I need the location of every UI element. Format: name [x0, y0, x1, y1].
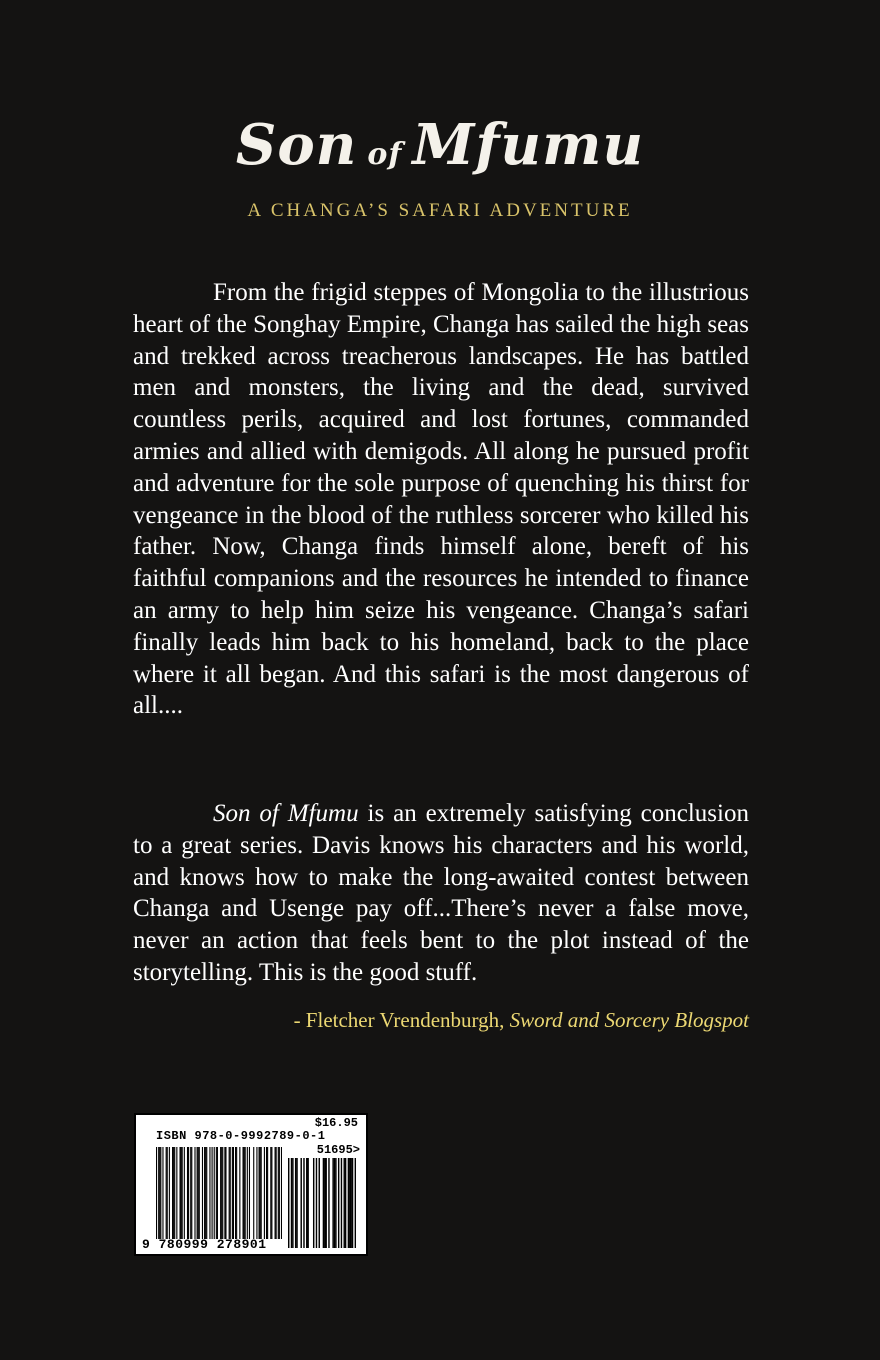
barcode-bar — [199, 1147, 200, 1239]
barcode-bar — [160, 1147, 161, 1239]
barcode-bar — [182, 1147, 183, 1239]
barcode-bar — [247, 1147, 248, 1239]
barcode-bar — [323, 1158, 324, 1248]
barcode-bar — [191, 1147, 192, 1239]
barcode-bar — [244, 1147, 245, 1239]
synopsis-paragraph: From the frigid steppes of Mongolia to the illustrious heart of the Songhay Empire, Changa has sailed the high seas and trekked across treacherous landscapes. He has battled men and monsters, the living and the dead, survived countless perils, acquired and lost fortunes, commanded armies and allied with demigods. All along he pursued profit and adventure for the sole purpose of quenching his thirst for vengeance in the blood of the ruthless sorcerer who killed his father. Now, Changa finds himself alone, bereft of his faithful companions and the resources he intended to finance an army to help him seize his vengeance. Changa’s safari finally leads him back to his homeland, back to the place where it all began. And this safari is the most dangerous of all.... — [133, 279, 749, 720]
barcode-bar — [307, 1158, 308, 1248]
barcode-bar — [181, 1147, 182, 1239]
title-word-of: of — [367, 137, 403, 172]
barcode-bar — [319, 1158, 320, 1248]
barcode-bar — [187, 1147, 188, 1239]
review-text: is an extremely satisfying conclusion to a great series. Davis knows his characters and his world, and knows how to make the long-awaited contest between Changa and Usenge pay off...There’s never a false move, never an action that feels bent to the plot instead of the storytelling. This is the good stuff. — [133, 800, 749, 986]
barcode-bar — [349, 1158, 350, 1248]
barcode-bar — [341, 1158, 342, 1248]
barcode-bar — [256, 1147, 257, 1239]
barcode-bar — [264, 1147, 265, 1239]
barcode-bar — [239, 1147, 240, 1239]
title-word-mfumu: Mfumu — [412, 112, 645, 178]
barcode-bar — [224, 1147, 225, 1239]
barcode-bar — [202, 1147, 203, 1239]
barcode-bar — [253, 1147, 254, 1239]
barcode-bar — [169, 1147, 170, 1239]
review-source: Sword and Sorcery Blogspot — [509, 1008, 749, 1032]
barcode-bar — [345, 1158, 346, 1248]
title-word-son: Son — [235, 112, 358, 178]
barcode-bar — [292, 1158, 293, 1248]
barcode-bar — [173, 1147, 174, 1239]
barcode-bar — [167, 1147, 168, 1239]
barcode-bar — [338, 1158, 339, 1248]
barcode-bar — [166, 1147, 167, 1239]
barcode-bar — [259, 1147, 260, 1239]
barcode-bar — [335, 1158, 336, 1248]
barcode-bar — [325, 1158, 326, 1248]
reviewer-name: - Fletcher Vrendenburgh, — [293, 1008, 510, 1032]
barcode-bar — [249, 1147, 250, 1239]
barcode-bar — [217, 1147, 218, 1239]
barcode-bar — [233, 1147, 234, 1239]
barcode-bar — [324, 1158, 325, 1248]
barcode-bar — [156, 1147, 157, 1239]
barcode-main-bars — [156, 1147, 282, 1239]
barcode-bar — [278, 1147, 279, 1239]
barcode-bar — [306, 1158, 307, 1248]
barcode-bar — [209, 1147, 210, 1239]
barcode-bar — [179, 1147, 180, 1239]
barcode-bar — [275, 1147, 276, 1239]
barcode-bar — [188, 1147, 189, 1239]
barcode-bar — [300, 1158, 301, 1248]
barcode-bar — [236, 1147, 237, 1239]
book-title — [0, 112, 880, 178]
barcode-bar — [220, 1147, 221, 1239]
barcode-bar — [266, 1147, 267, 1239]
barcode-bar — [172, 1147, 173, 1239]
review-attribution — [133, 1008, 749, 1033]
barcode-bar — [174, 1147, 175, 1239]
barcode-bar — [206, 1147, 207, 1239]
barcode-bar — [212, 1147, 213, 1239]
barcode-bar — [225, 1147, 226, 1239]
barcode-bar — [197, 1147, 198, 1239]
barcode-bar — [348, 1158, 349, 1248]
barcode-bar — [276, 1147, 277, 1239]
barcode-bar — [214, 1147, 215, 1239]
barcode-bar — [270, 1147, 271, 1239]
barcode-bar — [235, 1147, 236, 1239]
barcode-bar — [230, 1147, 231, 1239]
barcode-bar — [303, 1158, 304, 1248]
barcode-bar — [204, 1147, 205, 1239]
barcode-bar — [205, 1147, 206, 1239]
barcode-bar — [296, 1158, 297, 1248]
barcode-bar — [162, 1147, 163, 1239]
barcode-bar — [271, 1147, 272, 1239]
barcode-bar — [159, 1147, 160, 1239]
isbn-label: ISBN 978-0-9992789-0-1 — [156, 1129, 326, 1143]
barcode-bar — [260, 1147, 261, 1239]
barcode-bar — [184, 1147, 185, 1239]
barcode-bar — [288, 1158, 289, 1248]
barcode-bar — [316, 1158, 317, 1248]
barcode-bar — [291, 1158, 292, 1248]
barcode-bar — [190, 1147, 191, 1239]
barcode-bar — [295, 1158, 296, 1248]
barcode-bar — [176, 1147, 177, 1239]
barcode-bar — [229, 1147, 230, 1239]
barcode-addon-bars — [288, 1158, 356, 1248]
addon-code: 51695> — [316, 1143, 360, 1157]
barcode-bar — [232, 1147, 233, 1239]
barcode-bar — [355, 1158, 356, 1248]
barcode-bar — [245, 1147, 246, 1239]
barcode-bar — [279, 1147, 280, 1239]
barcode-bar — [344, 1158, 345, 1248]
barcode-bar — [261, 1147, 262, 1239]
review-book-title: Son of Mfumu — [213, 800, 359, 827]
barcode-bar — [194, 1147, 195, 1239]
barcode-bar — [158, 1147, 159, 1239]
barcode-bar — [221, 1147, 222, 1239]
barcode-bar — [313, 1158, 314, 1248]
barcode-bar — [267, 1147, 268, 1239]
barcode-bar — [242, 1147, 243, 1239]
barcode-bar — [332, 1158, 333, 1248]
ean-digits: 9 780999 278901 — [142, 1237, 267, 1252]
barcode-bar — [334, 1158, 335, 1248]
review-paragraph — [133, 798, 749, 989]
barcode-bar — [198, 1147, 199, 1239]
barcode-bar — [350, 1158, 351, 1248]
barcode-box — [134, 1113, 368, 1256]
barcode-bar — [222, 1147, 223, 1239]
series-subtitle: A CHANGA’S SAFARI ADVENTURE — [247, 200, 633, 221]
barcode-bar — [328, 1158, 329, 1248]
price-label: $16.95 — [314, 1116, 358, 1130]
barcode-bar — [281, 1147, 282, 1239]
barcode-bar — [352, 1158, 353, 1248]
barcode-bar — [216, 1147, 217, 1239]
